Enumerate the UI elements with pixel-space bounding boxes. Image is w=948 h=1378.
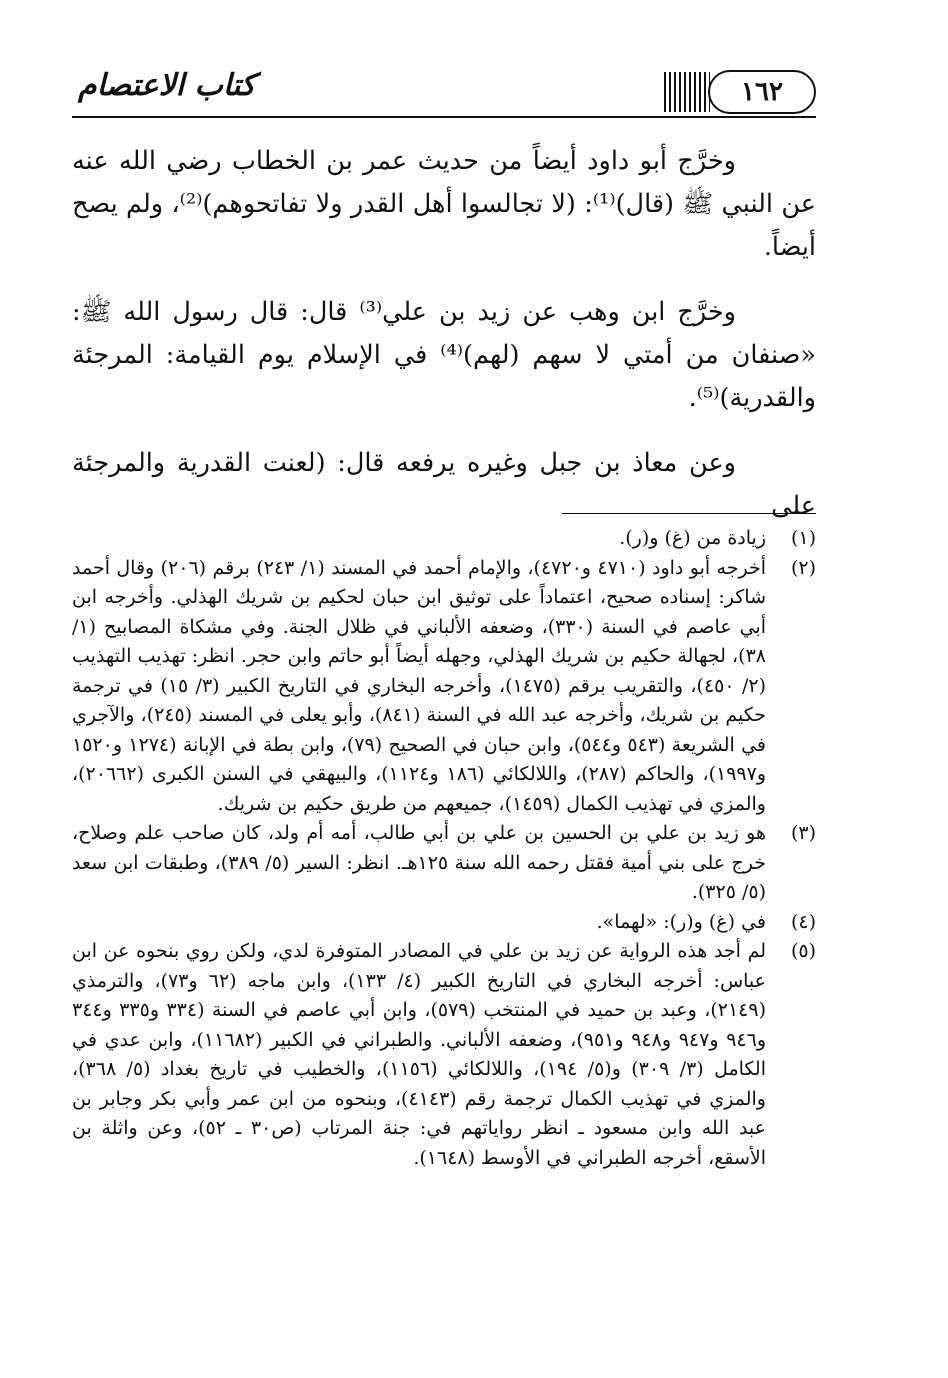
footnote-number: (٥): [790, 940, 816, 962]
footnote-separator: [562, 513, 816, 514]
header-ornament: [664, 72, 710, 112]
paragraph: وخرَّج ابن وهب عن زيد بن علي⁽³⁾ قال: قال رسول الله ﷺ: «صنفان من أمتي لا سهم (لهم)⁽⁴⁾ في الإسلام يوم القيامة: المرجئة والقدرية)⁽⁵⁾.: [72, 297, 816, 413]
paragraph: وعن معاذ بن جبل وغيره يرفعه قال: (لعنت القدرية والمرجئة على: [72, 448, 816, 521]
footnote-text: هو زيد بن علي بن الحسين بن علي بن أبي طالب، أمه أم ولد، كان صاحب علم وصلاح، خرج على بني أمية فقتل رحمه الله سنة ١٢٥هـ. انظر: السير (٥/ ٣٨٩)، وطبقات ابن سعد (٥/ ٣٢٥).: [72, 822, 766, 903]
page-header: [72, 62, 816, 118]
main-text: [72, 140, 816, 550]
footnote: [72, 554, 816, 820]
book-title: كتاب الاعتصام: [78, 68, 256, 103]
footnote-text: في (غ) و(ر): «لهما».: [596, 910, 766, 933]
footnotes: [72, 524, 816, 1173]
page-number: ١٦٢: [708, 70, 816, 114]
paragraph: وخرَّج أبو داود أيضاً من حديث عمر بن الخطاب رضي الله عنه عن النبي ﷺ (قال)⁽¹⁾: (لا تجالسوا أهل القدر ولا تفاتحوهم)⁽²⁾، ولم يصح أيضاً.: [72, 146, 816, 262]
footnote-number: (٢): [790, 556, 816, 579]
footnote: [72, 937, 816, 1173]
footnote-number: (٤): [790, 910, 816, 933]
footnote-text: زيادة من (غ) و(ر).: [619, 527, 766, 549]
footnote-text: لم أجد هذه الرواية عن زيد بن علي في المصادر المتوفرة لدي، ولكن روي بنحوه عن ابن عباس: أخرجه البخاري في التاريخ الكبير (٤/ ١٣٣)، وابن ماجه (٦٢ و٧٣)، والترمذي (٢١٤٩)، وعبد بن حميد في المنتخب (٥٧٩)، وابن أبي عاصم في السنة (٣٣٤ و٣٣٥ و٣٤٤ و٩٤٦ و٩٤٧ و٩٤٨ و٩٥١)، وضعفه الألباني. والطبراني في الكبير (١١٦٨٢)، وابن عدي في الكامل (٣/ ٣٠٩) و(٥/ ١٩٤)، واللالكائي (١١٥٦)، والخطيب في تاريخ بغداد (٥/ ٣٦٨)، والمزي في تهذيب الكمال ترجمة رقم (٤١٤٣)، وبنحوه من ابن عمر وأبي بكر وجابر بن عبد الله وابن مسعود ـ انظر رواياتهم في: جنة المرتاب (ص٣٠ ـ ٥٢)، وعن واثلة بن الأسقع، أخرجه الطبراني في الأوسط (١٦٤٨).: [72, 940, 766, 1169]
footnote: [72, 908, 816, 938]
footnote-text: أخرجه أبو داود (٤٧١٠ و٤٧٢٠)، والإمام أحمد في المسند (١/ ٢٤٣) برقم (٢٠٦) وقال أحمد شاكر: إسناده صحيح، اعتماداً على توثيق ابن حبان لحكيم بن شريك الهذلي. وأخرجه ابن أبي عاصم في السنة (٣٣٠)، وضعفه الألباني في ظلال الجنة. وفي مشكاة المصابيح (١/ ٣٨)، لجهالة حكيم بن شريك الهذلي، وجهله أيضاً أبو حاتم وابن حجر. انظر: تهذيب التهذيب (٢/ ٤٥٠)، والتقريب برقم (١٤٧٥)، وأخرجه البخاري في التاريخ الكبير (٣/ ١٥) في ترجمة حكيم بن شريك، وأخرجه عبد الله في السنة (٨٤١)، وأبو يعلى في المسند (٢٤٥)، والآجري في الشريعة (٥٤٣ و٥٤٤)، وابن حبان في الصحيح (٧٩)، وابن بطة في الإبانة (١٢٧٤ و١٥٢٠ و١٩٩٧)، والحاكم (٢٨٧)، واللالكائي (١٨٦ و١١٢٤)، والبيهقي في السنن الكبرى (٢٠٦٦٢)، والمزي في تهذيب الكمال (١٤٥٩)، جميعهم من طريق حكيم بن شريك.: [72, 556, 767, 815]
footnote: [72, 524, 816, 554]
footnote-number: (٣): [790, 822, 816, 844]
header-rule: [72, 116, 816, 118]
footnote-number: (١): [790, 527, 816, 549]
footnote: [72, 819, 816, 908]
